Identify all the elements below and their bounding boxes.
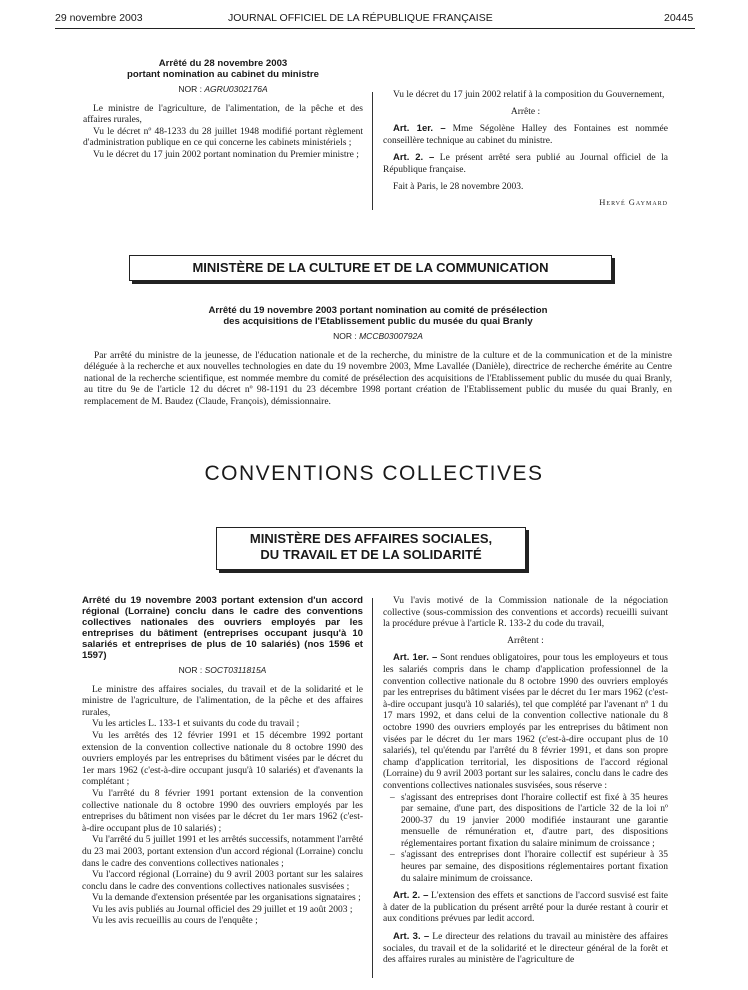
- nor-label: NOR :: [178, 84, 205, 94]
- article-text: Le présent arrêté sera publié au Journal officiel de la République française.: [383, 153, 668, 175]
- nor-code: MCCB0300792A: [359, 331, 423, 341]
- article-2: [383, 890, 668, 926]
- nor-code: AGRU0302176A: [204, 84, 268, 94]
- article-text: Le directeur des relations du travail au ministère des affaires sociales, du travail et de la solidarité et le directeur général de la forêt et des affaires rurales au ministère de l'agriculture de: [383, 932, 668, 966]
- ministry-name: MINISTÈRE DE LA CULTURE ET DE LA COMMUNICATION: [192, 260, 549, 275]
- arrete1-title-line1: Arrêté du 28 novembre 2003: [158, 58, 288, 69]
- arrete1-nor: [83, 84, 363, 96]
- arrete3-right-column: [383, 596, 668, 967]
- column-divider: [372, 92, 373, 210]
- arrete2-title-line1: Arrêté du 19 novembre 2003 portant nomination au comité de présélection: [208, 305, 548, 316]
- arrete3-title: Arrêté du 19 novembre 2003 portant extension d'un accord régional (Lorraine) conclu dans le cadre des conventions collectives nationales des ouvriers employés par les entreprises du bâtiment (entreprises occupant jusqu'à 10 salariés et entreprises de plus de 10 salariés) (nos 1596 et 1597): [82, 595, 363, 661]
- arrete2-title: [84, 305, 672, 327]
- article-1: [383, 652, 668, 792]
- article-text: Mme Ségolène Halley des Fontaines est nommée conseillère technique au cabinet du ministre.: [383, 124, 668, 146]
- article-label: Art. 3. –: [393, 931, 430, 943]
- header-page-number: 20445: [664, 12, 694, 24]
- reservation-list: [401, 793, 668, 886]
- list-item: – s'agissant des entreprises dont l'horaire collectif est fixé à 35 heures par semaine, d'une part, des dispositions de l'article 32 de la loi nº 2000-37 du 19 janvier 2000 modifiée instaurant une garantie mensuelle de rémunération et, d'autre part, des dispositions réglementaires portant fixation du salaire minimum de croissance ;: [401, 793, 668, 851]
- arrete1-title-line2: portant nomination au cabinet du ministre: [127, 69, 319, 80]
- arrete1-title: [83, 58, 363, 80]
- ministry-culture-box: [129, 255, 612, 281]
- arrete2-block: [84, 305, 672, 409]
- article-label: Art. 2. –: [393, 152, 435, 164]
- arrete3-left-column: [82, 595, 363, 928]
- paragraph: Vu les avis recueillis au cours de l'enquête ;: [92, 916, 258, 927]
- arrete3-nor: [82, 665, 363, 677]
- paragraph: Vu les articles L. 133-1 et suivants du code du travail ;: [92, 719, 300, 730]
- ministry-social-affairs-box: [216, 527, 526, 570]
- paragraph: Vu le décret nº 48-1233 du 28 juillet 1948 modifié portant règlement d'administration publique en ce qui concerne les cabinets ministériels ;: [83, 126, 363, 149]
- column-divider: [372, 598, 373, 978]
- article-1: [383, 123, 668, 147]
- section-title: CONVENTIONS COLLECTIVES: [204, 462, 544, 485]
- paragraph: Vu l'arrêté du 8 février 1991 portant extension de la convention collective nationale du 8 octobre 1990 des ouvriers employés par les entreprises du bâtiment non visées par le décret du 1er mars 1962 (c'est-à-dire occupant plus de 10 salariés) ;: [82, 788, 363, 834]
- paragraph: Vu les avis publiés au Journal officiel des 29 juillet et 19 août 2003 ;: [92, 904, 353, 915]
- article-3: [383, 931, 668, 967]
- article-label: Art. 2. –: [393, 890, 429, 902]
- article-label: Art. 1er. –: [393, 123, 446, 135]
- header-journal-title: JOURNAL OFFICIEL DE LA RÉPUBLIQUE FRANÇAISE: [228, 12, 493, 24]
- nor-code: SOCT0311815A: [204, 665, 267, 675]
- article-text: L'extension des effets et sanctions de l'accord susvisé est faite à dater de la publication du présent arrêté pour la durée restant à courir et aux conditions prévues par ledit accord.: [383, 891, 668, 925]
- paragraph: Vu le décret du 17 juin 2002 portant nomination du Premier ministre ;: [93, 149, 359, 160]
- arrete2-nor: [84, 331, 672, 343]
- paragraph: Vu la demande d'extension présentée par les organisations signataires ;: [92, 893, 361, 904]
- nor-label: NOR :: [178, 665, 205, 675]
- ministry-name-line1: MINISTÈRE DES AFFAIRES SOCIALES,: [249, 531, 493, 546]
- paragraph: Le ministre des affaires sociales, du travail et de la solidarité et le ministre de l'agriculture, de l'alimentation, de la pêche et des affaires rurales,: [82, 684, 363, 718]
- arrete-heading: Arrête :: [510, 106, 541, 117]
- signature: Hervé Gaymard: [599, 197, 668, 208]
- article-2: [383, 152, 668, 176]
- paragraph: Par arrêté du ministre de la jeunesse, de l'éducation nationale et de la recherche, du ministre de la culture et de la communication et de la ministre déléguée à la recherche et aux nouvelles technologies en date du 19 novembre 2003, Mme Lavallée (Danièle), directrice de recherche émérite au Centre national de la recherche scientifique, est nommée membre du comité de présélection des acquisitions de l'Etablissement public du musée du quai Branly, au titre du 9e de l'article 12 du décret nº 98-1191 du 23 décembre 1998 portant création de l'Etablissement public du musée du quai Branly, en remplacement de M. Baudez (Claude, François), démissionnaire.: [84, 350, 672, 407]
- paragraph: Vu l'avis motivé de la Commission nationale de la négociation collective (sous-commission des conventions et accords) recueilli suivant la procédure prévue à l'article R. 133-2 du code du travail,: [383, 596, 668, 630]
- arrete1-right-column: [383, 90, 668, 209]
- fait-a-paris: Fait à Paris, le 28 novembre 2003.: [393, 181, 524, 192]
- arrete1-left-column: [83, 58, 363, 162]
- article-label: Art. 1er. –: [393, 652, 438, 664]
- article-text: Sont rendues obligatoires, pour tous les employeurs et tous les salariés compris dans le champ d'application professionnel de la convention collective nationale du 8 octobre 1990 des ouvriers employés par les entreprises du bâtiment visées par le décret du 1er mars 1962 (c'est-à-dire occupant jusqu'à 10 salariés), tel que complété par l'avenant nº 1 du 17 mars 1992, et dans celui de la convention collective nationale du 8 octobre 1990 des ouvriers employés par les entreprises du bâtiment non visées par le décret du 1er mars 1962 (c'est-à-dire occupant plus de 10 salariés), tel qu'étendu par l'arrêté du 8 février 1991, et dans son propre champ d'application territorial, les dispositions de l'accord régional (Lorraine) du 9 avril 2003 portant sur les salaires, conclu dans le cadre des conventions collectives nationales susvisées, sous réserve :: [383, 653, 668, 791]
- paragraph: Vu l'accord régional (Lorraine) du 9 avril 2003 portant sur les salaires conclu dans le cadre des conventions collectives nationales susvisées ;: [82, 870, 363, 892]
- paragraph: Le ministre de l'agriculture, de l'alimentation, de la pêche et des affaires rurales,: [83, 103, 363, 126]
- arrete2-title-line2: des acquisitions de l'Etablissement public du musée du quai Branly: [223, 316, 533, 327]
- paragraph: Vu les arrêtés des 12 février 1991 et 15 décembre 1992 portant extension de la convention collective nationale du 8 octobre 1990 des ouvriers employés par les entreprises du bâtiment visées par le décret du 1er mars 1962 (c'est-à-dire occupant jusqu'à 10 salariés) et d'avenants la complétant ;: [82, 730, 363, 788]
- list-item: – s'agissant des entreprises dont l'horaire collectif est supérieur à 35 heures par semaine, des dispositions réglementaires portant fixation du salaire minimum de croissance.: [401, 850, 668, 885]
- ministry-name-line2: DU TRAVAIL ET DE LA SOLIDARITÉ: [260, 547, 482, 562]
- header-rule: [55, 28, 695, 29]
- arretent-heading: Arrêtent :: [507, 635, 544, 646]
- paragraph: Vu l'arrêté du 5 juillet 1991 et les arrêtés successifs, notamment l'arrêté du 23 mai 2003, portant extension d'un accord régional (Lorraine) conclu dans le cadre des conventions collectives nationales ;: [82, 835, 363, 869]
- header-date: 29 novembre 2003: [55, 12, 143, 24]
- nor-label: NOR :: [333, 331, 360, 341]
- paragraph: Vu le décret du 17 juin 2002 relatif à la composition du Gouvernement,: [393, 90, 665, 100]
